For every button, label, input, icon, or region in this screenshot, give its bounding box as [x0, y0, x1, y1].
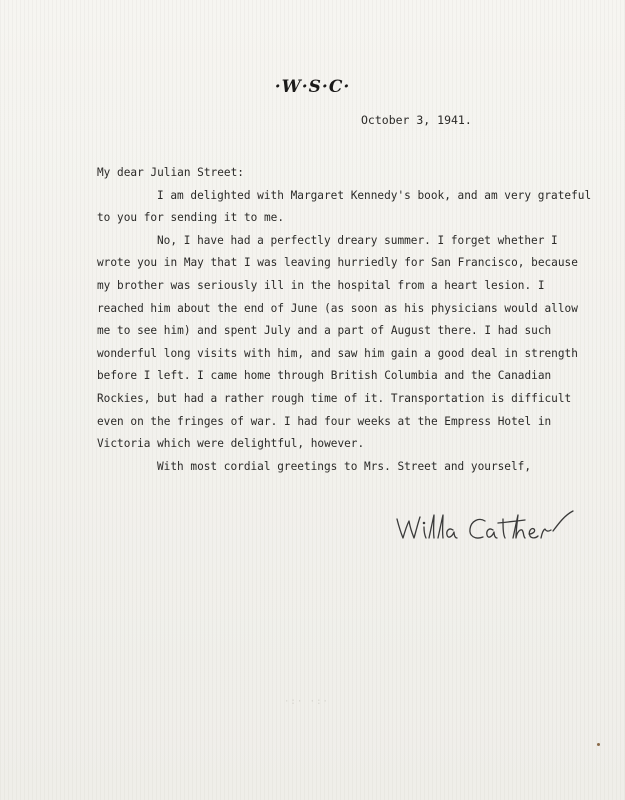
paragraph-line: before I left. I came home through British Columbia and the Canadian: [97, 369, 552, 383]
paragraph-line: I am delighted with Margaret Kennedy's book, and am very grateful: [157, 188, 592, 202]
paragraph-line: to you for sending it to me.: [97, 211, 285, 225]
paragraph-line: wonderful long visits with him, and saw him gain a good deal in strength: [97, 346, 578, 360]
paragraph-line: even on the fringes of war. I had four weeks at the Empress Hotel in: [97, 414, 552, 428]
paragraph-line: reached him about the end of June (as soon as his physicians would allow: [97, 301, 578, 315]
paper-spot: [597, 743, 600, 746]
paragraph-line: my brother was seriously ill in the hospital from a heart lesion. I: [97, 278, 545, 292]
paragraph-line: Rockies, but had a rather rough time of it. Transportation is difficult: [97, 391, 572, 405]
paragraph-line: me to see him) and spent July and a part of August there. I had such: [97, 324, 552, 338]
salutation: My dear Julian Street:: [97, 166, 244, 179]
letterhead-monogram: ·W·S·C·: [274, 77, 351, 97]
handwritten-signature: [393, 505, 578, 545]
paragraph-line: No, I have had a perfectly dreary summer. I forget whether I: [157, 233, 558, 247]
letter-date: October 3, 1941.: [361, 113, 472, 127]
faint-stamp-mark: ·:· ·:·: [284, 697, 329, 707]
letter-body: [97, 162, 592, 478]
paragraph-line: wrote you in May that I was leaving hurriedly for San Francisco, because: [97, 256, 578, 270]
paragraph-line: Victoria which were delightful, however.: [97, 437, 365, 451]
closing-line: With most cordial greetings to Mrs. Street and yourself,: [157, 459, 532, 473]
